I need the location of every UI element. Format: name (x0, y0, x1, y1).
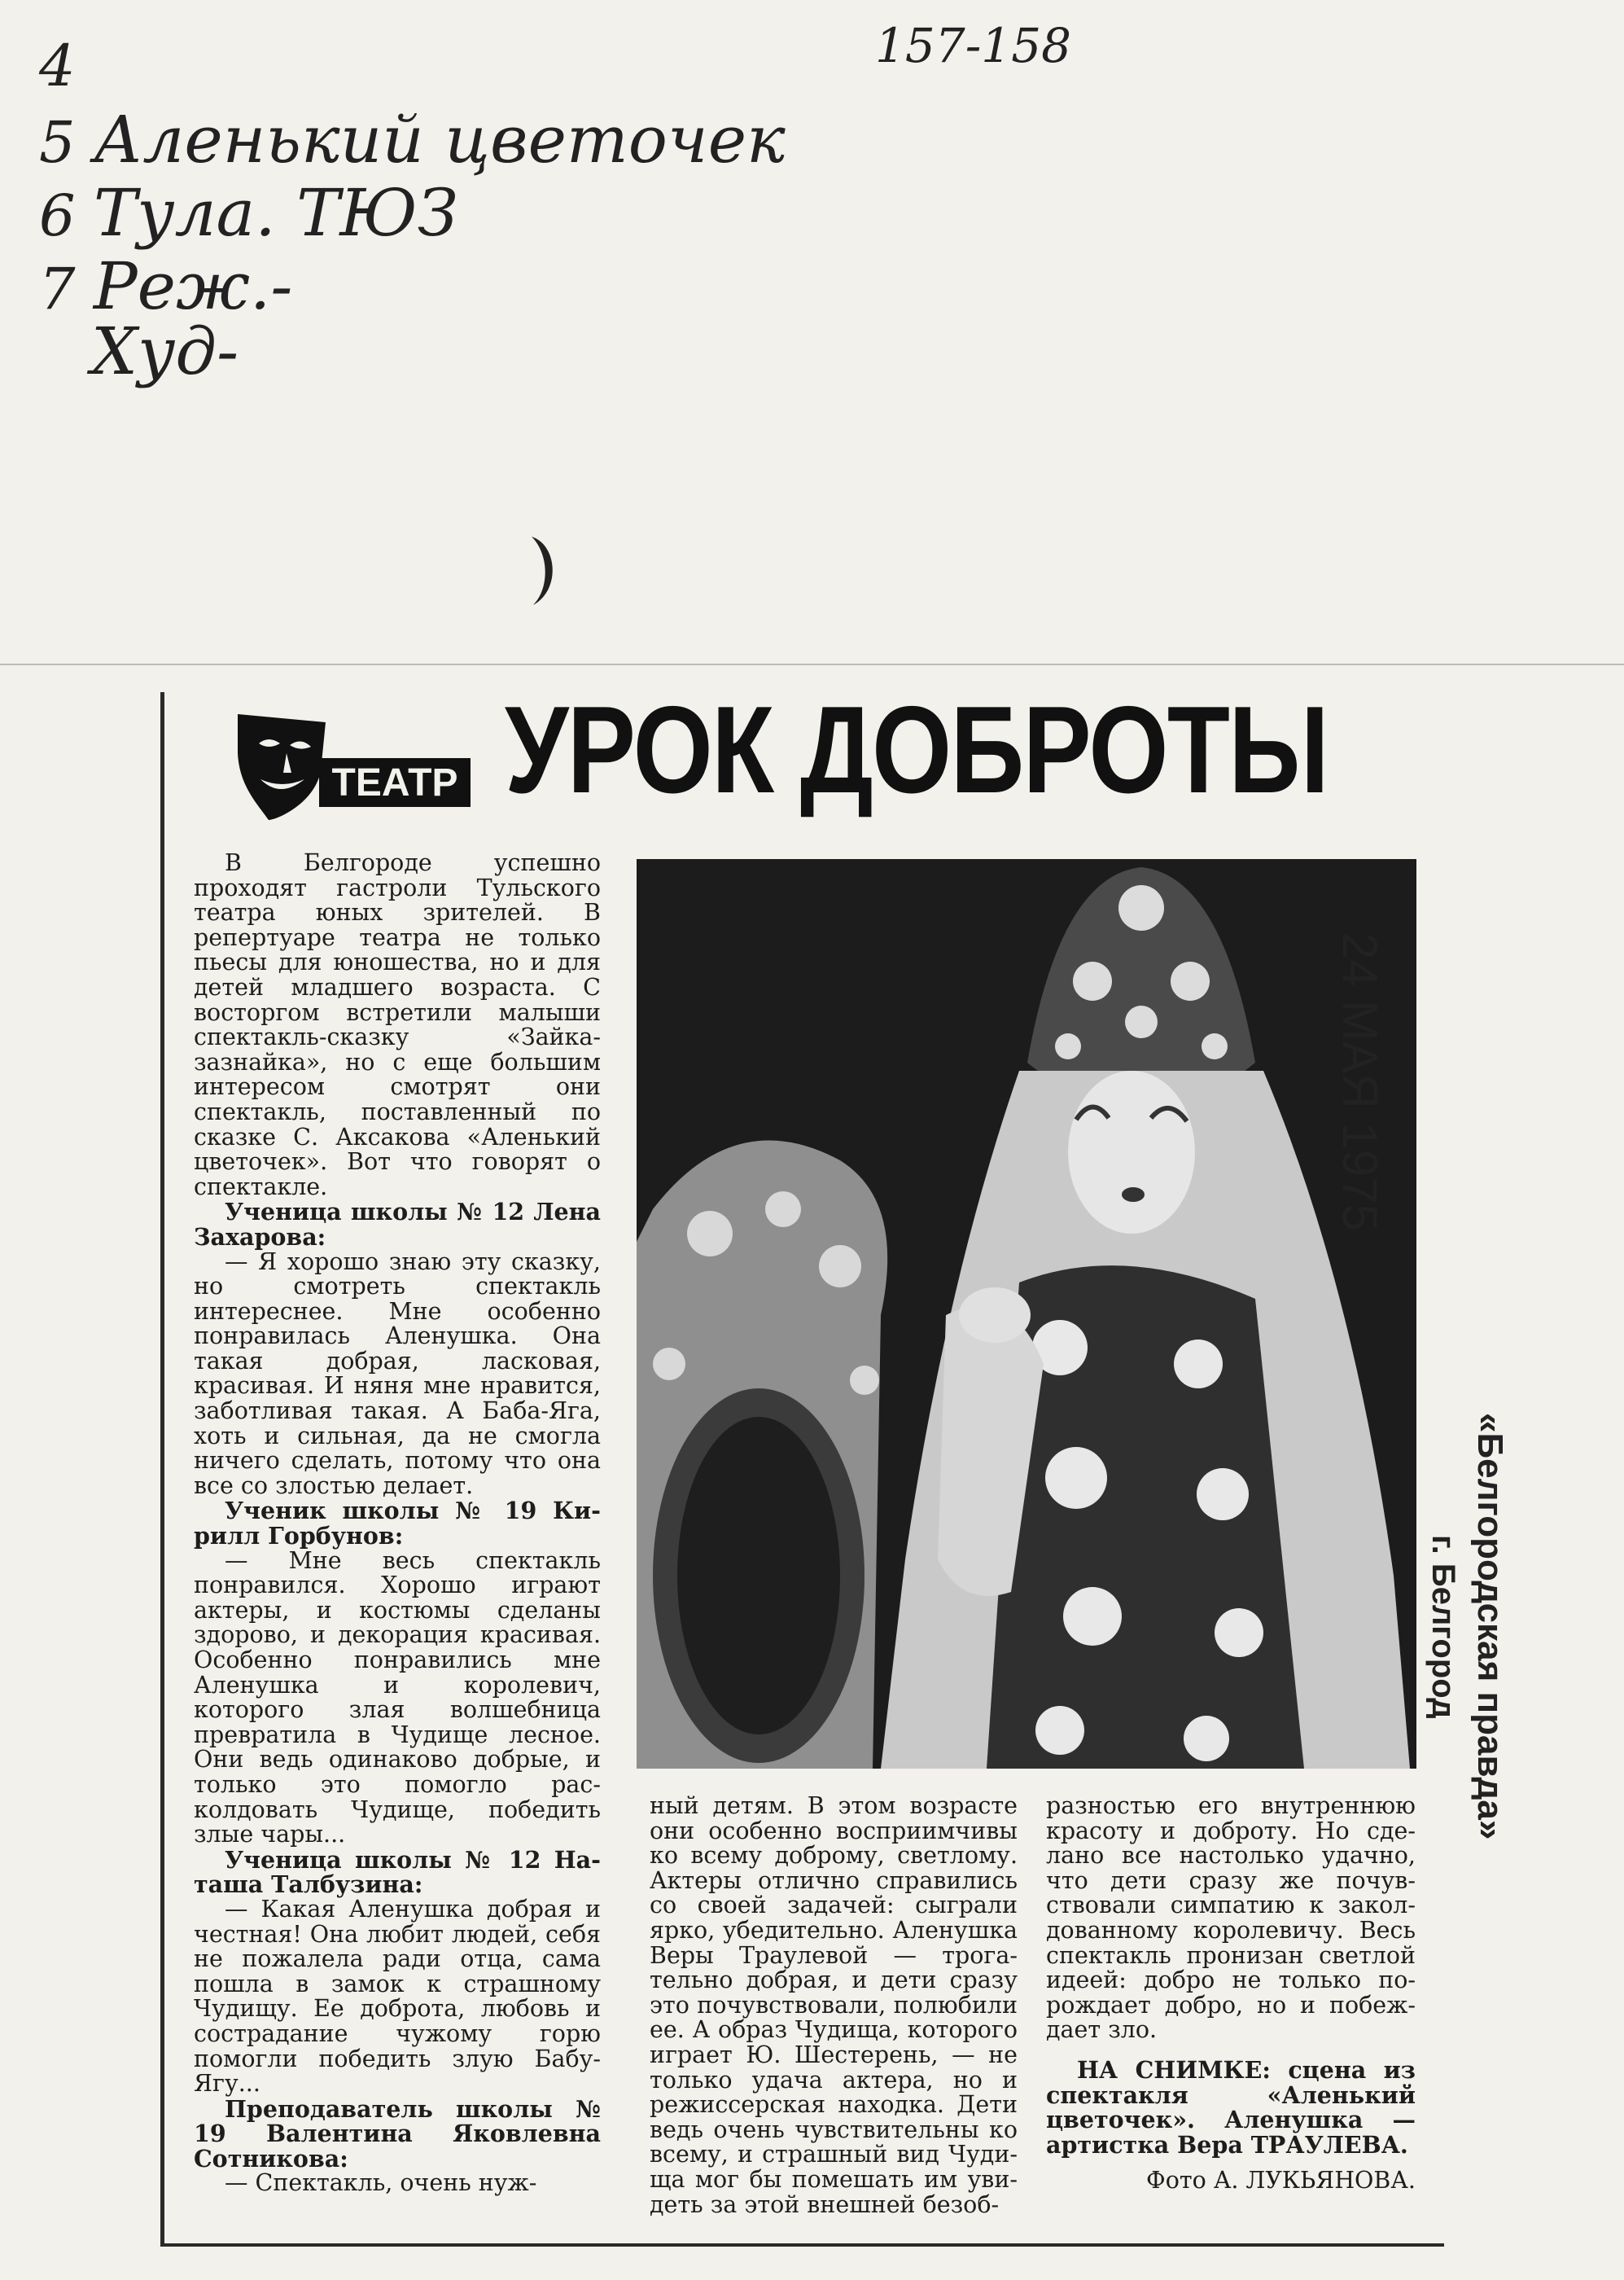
paragraph: ный детям. В этом возрасте они особенно восприимчивы ко всему доброму, светлому. Актеры отлично справились со своей задачей: сыграли ярко, убедительно. Аленушка Веры Траулевой — трогательно добрая, и дети сразу это почувствовали, полюбили ее. А образ Чудища, которого играет Ю. Шестерень, — не только удача актера, но и режиссерская находка. Дети ведь очень чувствительны ко всему, и страшный вид Чудища мог бы помешать им увидеть за этой внешней безоб- (650, 1792, 1018, 2218)
caption-label: НА СНИМКЕ: (1077, 2055, 1271, 2084)
note-title: Аленький цветочек (93, 102, 786, 178)
note-num: 6 (39, 182, 76, 249)
paragraph: — Какая Аленушка добрая и честная! Она любит людей, себя не пожалела ради отца, сама пошла в замок к страшному Чудищу. Ее доброта, любовь и сострадание чужому горю помогли победить злую Бабу-Ягу... (194, 1895, 601, 2098)
speaker-label: Ученик школы № 19 Кирилл Горбунов: (194, 1497, 601, 1550)
headline: УРОК ДОБРОТЫ (505, 681, 1329, 819)
speaker-label: Ученица школы № 12 Наташа Талбузина: (194, 1845, 601, 1899)
note-num: 4 (39, 33, 76, 99)
paragraph: разностью его внутреннюю красоту и доброту. Но сделано все настолько удачно, что дети сразу же почувствовали симпатию к заколдованному королевичу. Весь спектакль пронизан светлой идеей: добро не только порождает добро, но и побеждает зло. (1046, 1792, 1416, 2044)
note-line-4 (39, 33, 76, 99)
crescent-mark (525, 533, 564, 608)
newspaper-clipping (160, 681, 1444, 2247)
caption-text: сцена из спектакля «Аленький цветочек». Аленушка — артистка Вера ТРАУЛЕВА. (1046, 2055, 1416, 2159)
archive-ref-number: 157-158 (875, 18, 1072, 73)
photo-caption (1046, 2055, 1416, 2159)
article-column-1 (194, 851, 601, 2196)
note-director: Реж.- (93, 248, 293, 324)
paragraph: В Белгороде успешно проходят гастроли Тульского театра юных зрителей. В репертуаре театра не только пьесы для юношества, но и для детей младшего возраста. С восторгом встретили малыши спектакль-сказку «Зайка-зазнайка», но с еще большим интересом смотрят они спектакль, поставленный по сказке С. Аксакова «Аленький цветочек». Вот что говорят о спектакле. (194, 849, 601, 1200)
city-stamp: г. Белгород (1425, 1535, 1461, 1719)
source-stamp: «Белгородская правда» (1470, 1413, 1510, 1840)
note-num: 5 (39, 109, 76, 176)
note-line-8 (91, 314, 239, 389)
note-num: 7 (39, 256, 76, 322)
photo-credit: Фото А. ЛУКЬЯНОВА. (1146, 2167, 1416, 2194)
note-line-6 (39, 175, 458, 251)
article-column-3 (1046, 1794, 1416, 2194)
article-column-2 (650, 1794, 1018, 2217)
speaker-label: Ученица школы № 12 Лена Захарова: (194, 1198, 601, 1251)
note-line-5 (39, 102, 786, 178)
paragraph: — Я хорошо знаю эту сказку, но смотреть спектакль интереснее. Мне особенно понравилась Аленушка. Она такая добрая, ласковая, красивая. И няня мне нравится, заботливая такая. А Баба-Яга, хоть и сильная, да не смогла ничего сделать, потому что она все со злостью делает. (194, 1247, 601, 1499)
scan-edge-line (0, 664, 1624, 665)
stage-photo (637, 859, 1416, 1769)
rubric-label: ТЕАТР (331, 761, 458, 805)
paragraph: — Мне весь спектакль понравился. Хорошо играют актеры, и костюмы сделаны здорово, и декорация красивая. Особенно понравились мне Аленушка и королевич, которого злая волшебница превратила в Чудище лесное. Они ведь одинаково добрые, и только это помогло расколдовать Чудище, победить злые чары... (194, 1546, 601, 1848)
theatre-mask-icon (230, 704, 474, 826)
paragraph: — Спектакль, очень нуж- (225, 2169, 537, 2197)
note-city: Тула. ТЮЗ (93, 175, 458, 251)
speaker-label: Преподаватель школы № 19 Валентина Яковлевна Сотникова: (194, 2094, 601, 2173)
date-stamp: 24 МАЯ 1975 (1333, 932, 1387, 1231)
note-artist: Худ- (91, 314, 239, 389)
